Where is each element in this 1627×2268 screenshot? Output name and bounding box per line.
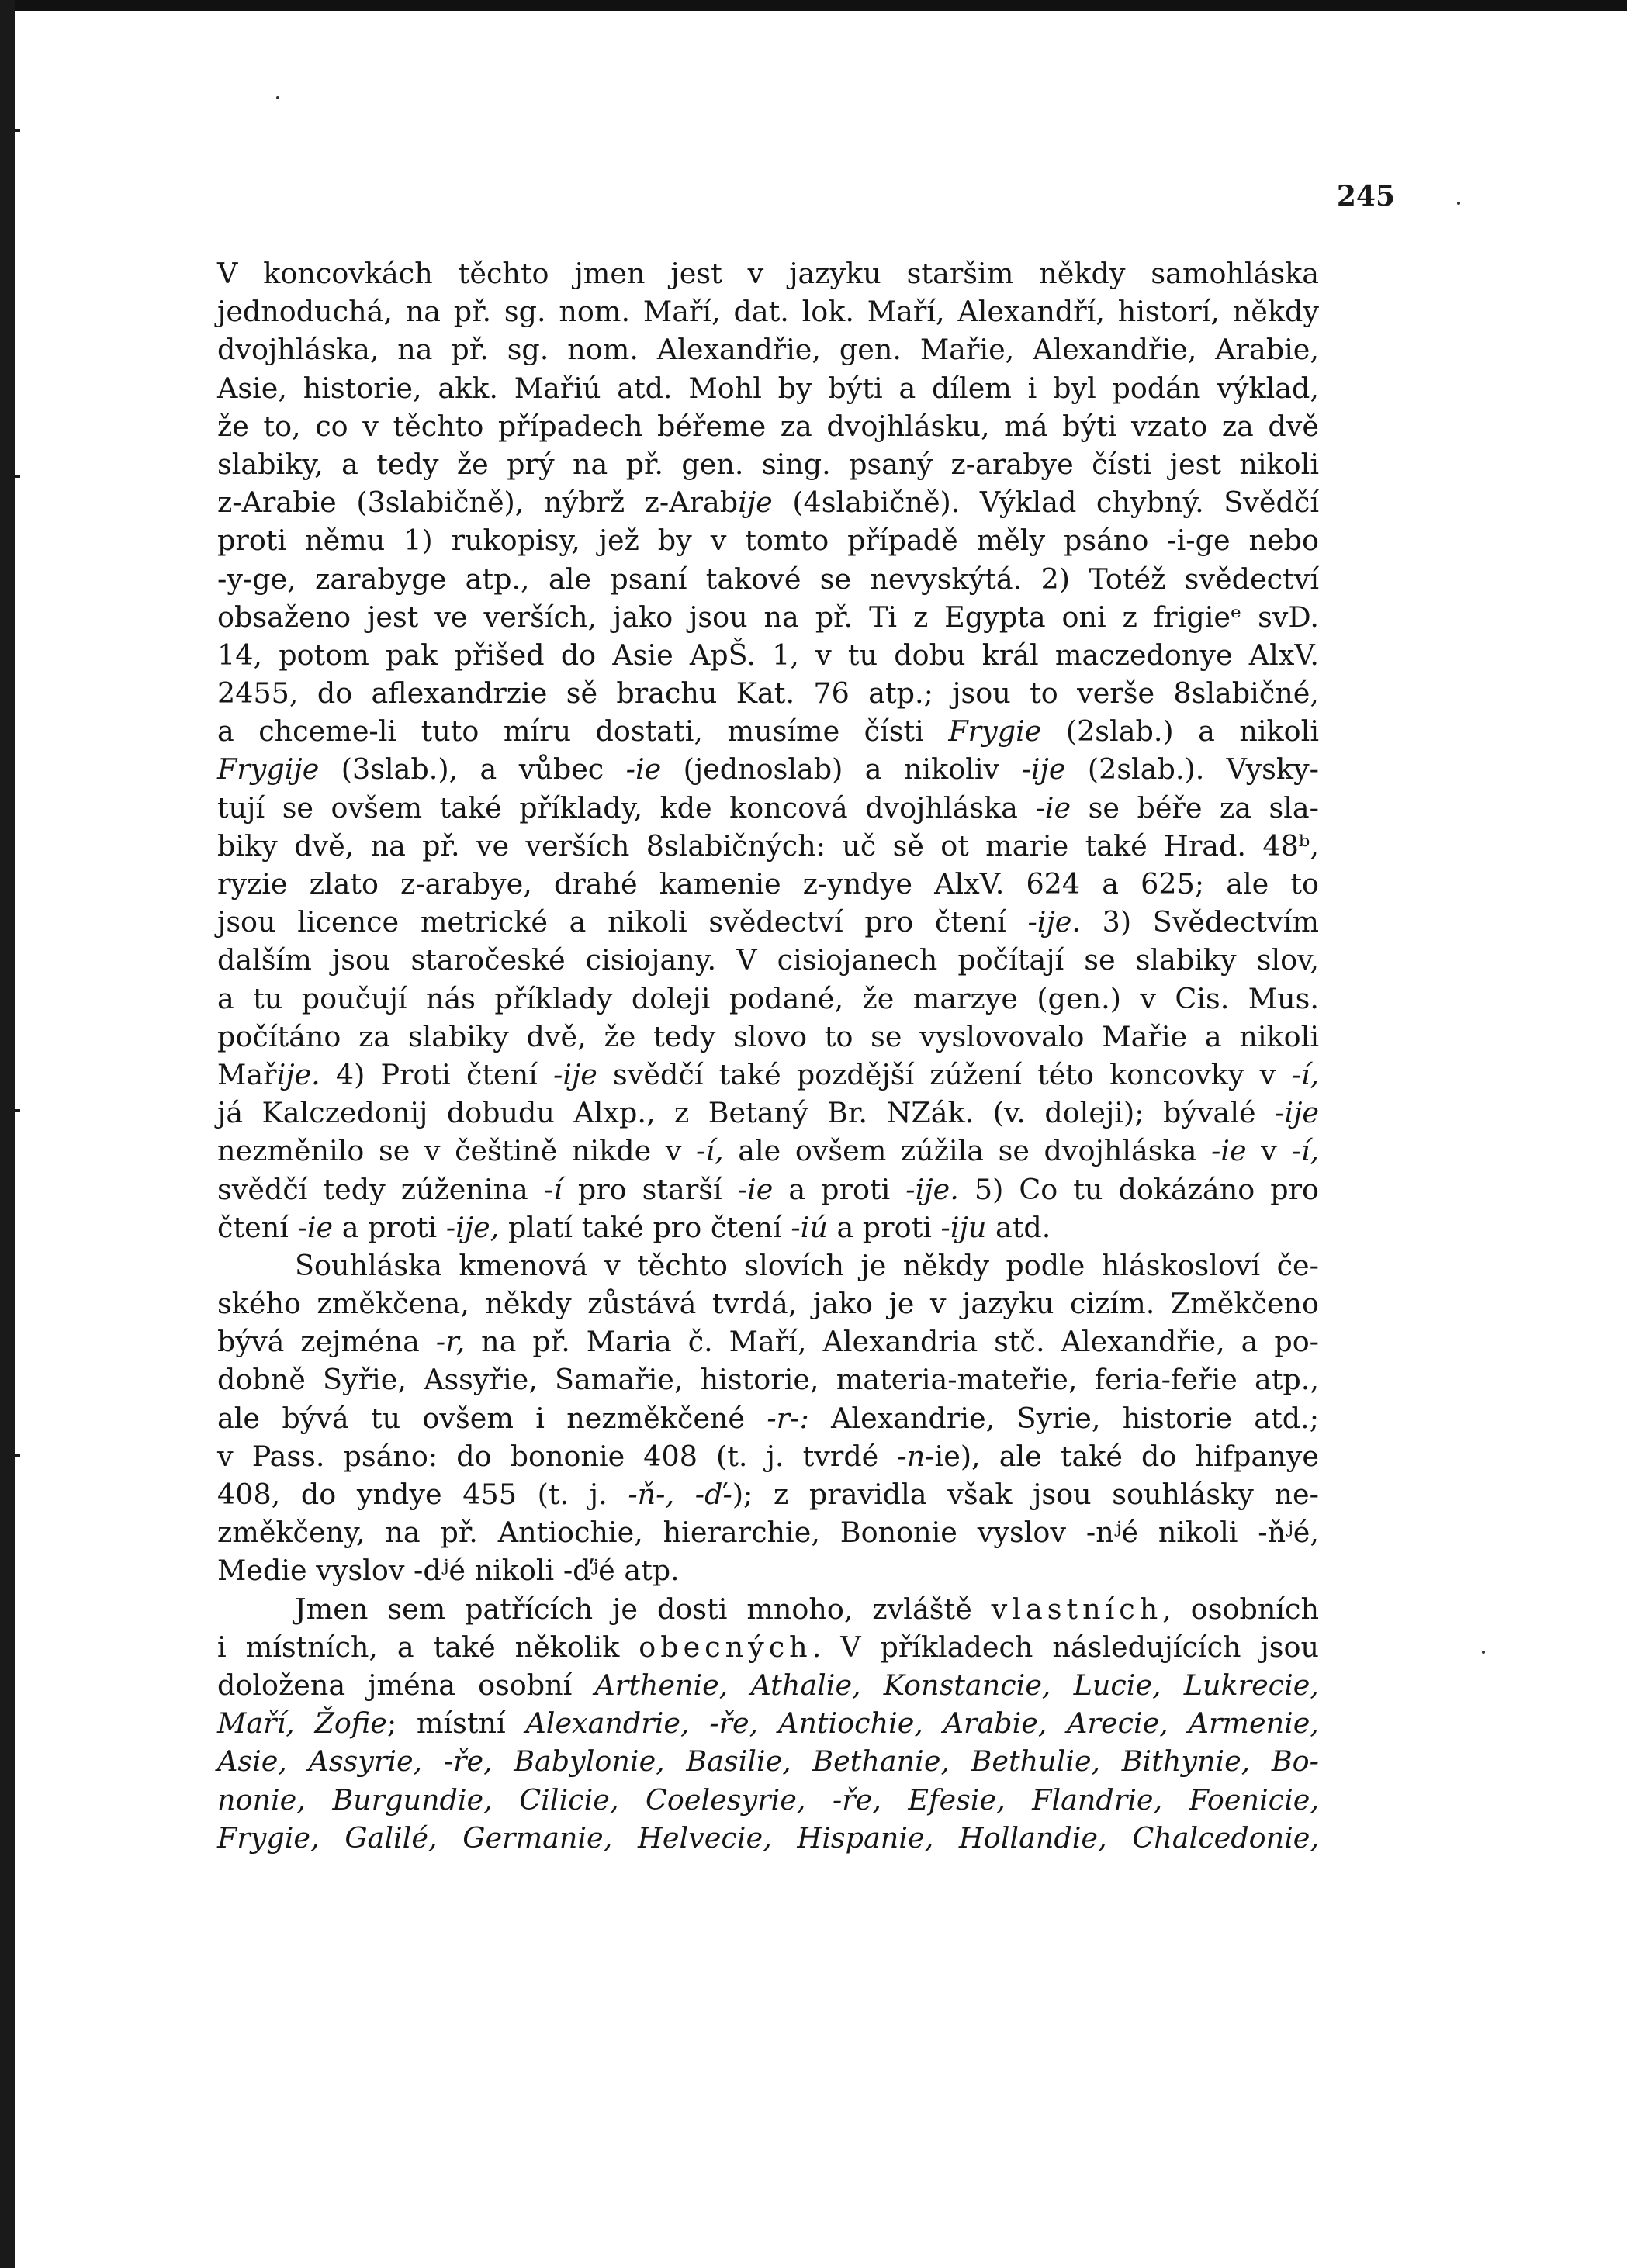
text-run: -ie bbox=[737, 1172, 774, 1206]
scan-edge-mark bbox=[6, 475, 20, 478]
text-run: proti němu 1) rukopisy, jež by v tomto případě měly psáno -i-ge nebo bbox=[217, 524, 1319, 558]
scan-edge-mark bbox=[6, 1109, 20, 1112]
text-run: ryzie zlato z-arabye, drahé kamenie z-yndye AlxV. 624 a 625; ale to bbox=[217, 867, 1319, 901]
text-line bbox=[217, 254, 1319, 292]
text-run: 5) Co tu dokázáno pro bbox=[958, 1172, 1319, 1206]
text-run: Frygie, Galilé, Germanie, Helvecie, Hispanie, Hollandie, Chalcedonie, bbox=[217, 1820, 1319, 1855]
scan-edge-mark bbox=[6, 129, 20, 132]
text-line bbox=[217, 1322, 1319, 1360]
text-line bbox=[217, 1132, 1319, 1170]
scan-edge-mark bbox=[6, 1454, 20, 1457]
text-run: slabiky, a tedy že prý na př. gen. sing. psaný z-arabye čísti jest nikoli bbox=[217, 447, 1319, 481]
text-line bbox=[217, 1590, 1319, 1628]
text-run: nezměnilo se v češtině nikde v bbox=[217, 1134, 696, 1168]
text-run: 3) Svědectvím bbox=[1080, 905, 1319, 939]
text-run: , osobních bbox=[1162, 1592, 1319, 1626]
text-run: doložena jména osobní bbox=[217, 1668, 595, 1702]
text-run: obecných bbox=[639, 1630, 812, 1664]
text-run: jsou licence metrické a nikoli svědectví pro čtení bbox=[217, 905, 1028, 939]
text-line bbox=[217, 1399, 1319, 1437]
text-line bbox=[217, 1437, 1319, 1475]
text-line bbox=[217, 712, 1319, 750]
text-line bbox=[217, 980, 1319, 1018]
text-run: Maří, Žofie bbox=[217, 1706, 387, 1741]
text-run: -r, bbox=[435, 1325, 466, 1359]
text-run: Frygie bbox=[948, 714, 1042, 749]
text-line bbox=[217, 1704, 1319, 1742]
text-line bbox=[217, 483, 1319, 521]
text-run: jednoduchá, na př. sg. nom. Maří, dat. lok. Maří, Alexandří, historí, někdy bbox=[217, 295, 1319, 329]
scan-speck bbox=[276, 96, 279, 99]
text-run: -ie bbox=[1035, 790, 1071, 825]
text-run: dalším jsou staročeské cisiojany. V cisiojanech počítají se slabiky slov, bbox=[217, 943, 1319, 977]
text-run: a proti bbox=[827, 1210, 941, 1244]
text-run: -y-ge, zarabyge atp., ale psaní takové se nevyskýtá. 2) Totéž svědectví bbox=[217, 562, 1319, 596]
text-run: svědčí také pozdější zúžení této koncovky v bbox=[597, 1057, 1292, 1091]
text-run: -n- bbox=[897, 1439, 935, 1473]
text-line bbox=[217, 1094, 1319, 1132]
text-line bbox=[217, 789, 1319, 827]
text-run: Alexandrie, Syrie, historie atd.; bbox=[808, 1401, 1319, 1435]
text-run: 2455, do aflexandrzie sě brachu Kat. 76 atp.; jsou to verše 8slabičné, bbox=[217, 676, 1319, 710]
text-line bbox=[217, 1170, 1319, 1208]
text-line bbox=[217, 1666, 1319, 1704]
text-run: 14, potom pak přišed do Asie ApŠ. 1, v tu dobu král maczedonye AlxV. bbox=[217, 638, 1319, 672]
text-run: -ije, bbox=[445, 1210, 500, 1244]
text-run: změkčeny, na př. Antiochie, hierarchie, Bononie vyslov -nʲé nikoli -ňʲé, bbox=[217, 1516, 1319, 1550]
text-run: Asie, historie, akk. Mařiú atd. Mohl by býti a dílem i byl podán výklad, bbox=[217, 371, 1319, 405]
text-line bbox=[217, 674, 1319, 712]
text-line bbox=[217, 521, 1319, 559]
text-run: (2slab.). Vysky- bbox=[1065, 752, 1319, 787]
text-line bbox=[217, 560, 1319, 598]
text-run: biky dvě, na př. ve verších 8slabičných: uč sě ot marie také Hrad. 48ᵇ, bbox=[217, 828, 1319, 863]
text-line bbox=[217, 598, 1319, 636]
text-run: Mař bbox=[217, 1057, 277, 1091]
text-run: že to, co v těchto případech béřeme za dvojhlásku, má býti vzato za dvě bbox=[217, 409, 1319, 443]
text-run: atd. bbox=[986, 1210, 1051, 1244]
text-run: dvojhláska, na př. sg. nom. Alexandřie, gen. Mařie, Alexandřie, Arabie, bbox=[217, 333, 1319, 367]
text-run: i místních, a také několik bbox=[217, 1630, 639, 1664]
text-run: 4) Proti čtení bbox=[320, 1057, 553, 1091]
text-run: bývá zejména bbox=[217, 1325, 436, 1359]
text-line bbox=[217, 750, 1319, 788]
text-run: -ije bbox=[1021, 752, 1066, 787]
text-run: ); z pravidla však jsou souhlásky ne- bbox=[732, 1478, 1319, 1511]
text-run: Frygije bbox=[217, 752, 320, 787]
text-run: dobně Syřie, Assyřie, Samařie, historie, materia-mateřie, feria-feřie atp., bbox=[217, 1363, 1319, 1397]
text-run: Asie, Assyrie, -ře, Babylonie, Basilie, Bethanie, Bethulie, Bithynie, Bo- bbox=[217, 1744, 1319, 1779]
text-line bbox=[217, 865, 1319, 903]
text-line bbox=[217, 1628, 1319, 1666]
text-line bbox=[217, 369, 1319, 407]
scan-speck bbox=[1457, 202, 1460, 205]
scan-speck bbox=[1482, 1651, 1485, 1654]
text-run: 408, do yndye 455 (t. j. bbox=[217, 1478, 628, 1511]
text-line bbox=[217, 1513, 1319, 1551]
text-run: . V příkladech následujících jsou bbox=[812, 1630, 1319, 1664]
text-run: Medie vyslov -dʲé nikoli -ďʲé atp. bbox=[217, 1554, 680, 1588]
text-run: a tu poučují nás příklady doleji podané, že marzye (gen.) v Cis. Mus. bbox=[217, 981, 1319, 1015]
text-line bbox=[217, 1284, 1319, 1322]
text-run: -r-: bbox=[767, 1401, 809, 1435]
text-line bbox=[217, 445, 1319, 483]
text-run: v bbox=[1246, 1134, 1292, 1168]
text-run: -ije bbox=[1275, 1096, 1319, 1130]
text-run: ; místní bbox=[386, 1706, 526, 1741]
text-line bbox=[217, 1781, 1319, 1819]
text-run: -ie bbox=[297, 1210, 334, 1244]
text-line bbox=[217, 1360, 1319, 1398]
text-run: pro starší bbox=[562, 1172, 738, 1206]
text-run: -í bbox=[543, 1172, 563, 1206]
text-line bbox=[217, 903, 1319, 941]
text-run: ije bbox=[738, 486, 773, 520]
text-run: vlastních bbox=[991, 1592, 1163, 1626]
text-run: -í, bbox=[696, 1134, 724, 1168]
text-run: a proti bbox=[773, 1172, 906, 1206]
text-run: na př. Maria č. Maří, Alexandria stč. Alexandřie, a po- bbox=[465, 1325, 1319, 1359]
text-run: (4slabičně). Výklad chybný. Svědčí bbox=[772, 486, 1319, 520]
text-run: svědčí tedy zúženina bbox=[217, 1172, 544, 1206]
body-text bbox=[217, 254, 1319, 1857]
text-run: obsaženo jest ve verších, jako jsou na př. Ti z Egypta oni z frigieᵉ svD. bbox=[217, 600, 1319, 634]
text-line bbox=[217, 1551, 1319, 1589]
text-run: -iú bbox=[791, 1210, 828, 1244]
text-line bbox=[217, 1018, 1319, 1056]
text-run: ije. bbox=[276, 1057, 320, 1091]
text-run: -iju bbox=[940, 1210, 987, 1244]
text-line bbox=[217, 407, 1319, 445]
text-line bbox=[217, 330, 1319, 368]
text-run: V koncovkách těchto jmen jest v jazyku staršim někdy samohláska bbox=[217, 257, 1319, 290]
text-run: Souhláska kmenová v těchto slovích je někdy podle hláskosloví če- bbox=[295, 1248, 1319, 1282]
text-line bbox=[217, 941, 1319, 979]
text-run: -ije. bbox=[1027, 905, 1081, 939]
text-run: -ije. bbox=[905, 1172, 959, 1206]
text-run: já Kalczedonij dobudu Alxp., z Betaný Br. NZák. (v. doleji); bývalé bbox=[217, 1096, 1276, 1130]
text-line bbox=[217, 1056, 1319, 1094]
text-run: platí také pro čtení bbox=[499, 1210, 791, 1244]
text-run: v Pass. psáno: do bononie 408 (t. j. tvrdé bbox=[217, 1439, 898, 1473]
text-run: a proti bbox=[333, 1210, 446, 1244]
text-run: čtení bbox=[217, 1210, 298, 1244]
text-run: ie), ale také do hifpanye bbox=[934, 1439, 1319, 1473]
text-run: -í, bbox=[1291, 1134, 1319, 1168]
scan-top-edge bbox=[0, 0, 1627, 11]
text-run: Alexandrie, -ře, Antiochie, Arabie, Arecie, Armenie, bbox=[525, 1706, 1319, 1741]
text-run: (jednoslab) a nikoliv bbox=[661, 752, 1022, 787]
text-run: -ň-, -ď- bbox=[628, 1478, 732, 1511]
text-line bbox=[217, 1208, 1319, 1246]
text-run: počítáno za slabiky dvě, že tedy slovo to se vyslovovalo Mařie a nikoli bbox=[217, 1019, 1319, 1053]
text-run: Jmen sem patřících je dosti mnoho, zvláště bbox=[295, 1592, 992, 1626]
text-line bbox=[217, 636, 1319, 674]
text-run: -ie bbox=[625, 752, 662, 787]
text-run: tují se ovšem také příklady, kde koncová dvojhláska bbox=[217, 790, 1036, 825]
text-run: z-Arabie (3slabičně), nýbrž z-Arab bbox=[217, 486, 739, 520]
page-number: 245 bbox=[1336, 180, 1395, 213]
text-run: ského změkčena, někdy zůstává tvrdá, jako je v jazyku cizím. Změkčeno bbox=[217, 1287, 1319, 1321]
text-line bbox=[217, 1742, 1319, 1780]
text-run: -ije bbox=[552, 1057, 597, 1091]
text-run: a chceme-li tuto míru dostati, musíme čísti bbox=[217, 714, 949, 749]
text-line bbox=[217, 827, 1319, 865]
text-run: ale bývá tu ovšem i nezměkčené bbox=[217, 1401, 767, 1435]
text-line bbox=[217, 292, 1319, 330]
text-line bbox=[217, 1246, 1319, 1284]
scan-left-edge bbox=[0, 0, 15, 2268]
text-run: (2slab.) a nikoli bbox=[1041, 714, 1319, 749]
text-run: ale ovšem zúžila se dvojhláska bbox=[723, 1134, 1211, 1168]
text-run: -ie bbox=[1210, 1134, 1247, 1168]
text-run: nonie, Burgundie, Cilicie, Coelesyrie, -ře, Efesie, Flandrie, Foenicie, bbox=[217, 1782, 1319, 1817]
text-run: (3slab.), a vůbec bbox=[319, 752, 626, 787]
text-run: Arthenie, Athalie, Konstancie, Lucie, Lukrecie, bbox=[594, 1668, 1320, 1702]
text-run: -í, bbox=[1291, 1057, 1319, 1091]
text-run: se béře za sla- bbox=[1071, 790, 1320, 825]
text-line bbox=[217, 1819, 1319, 1857]
text-line bbox=[217, 1475, 1319, 1513]
